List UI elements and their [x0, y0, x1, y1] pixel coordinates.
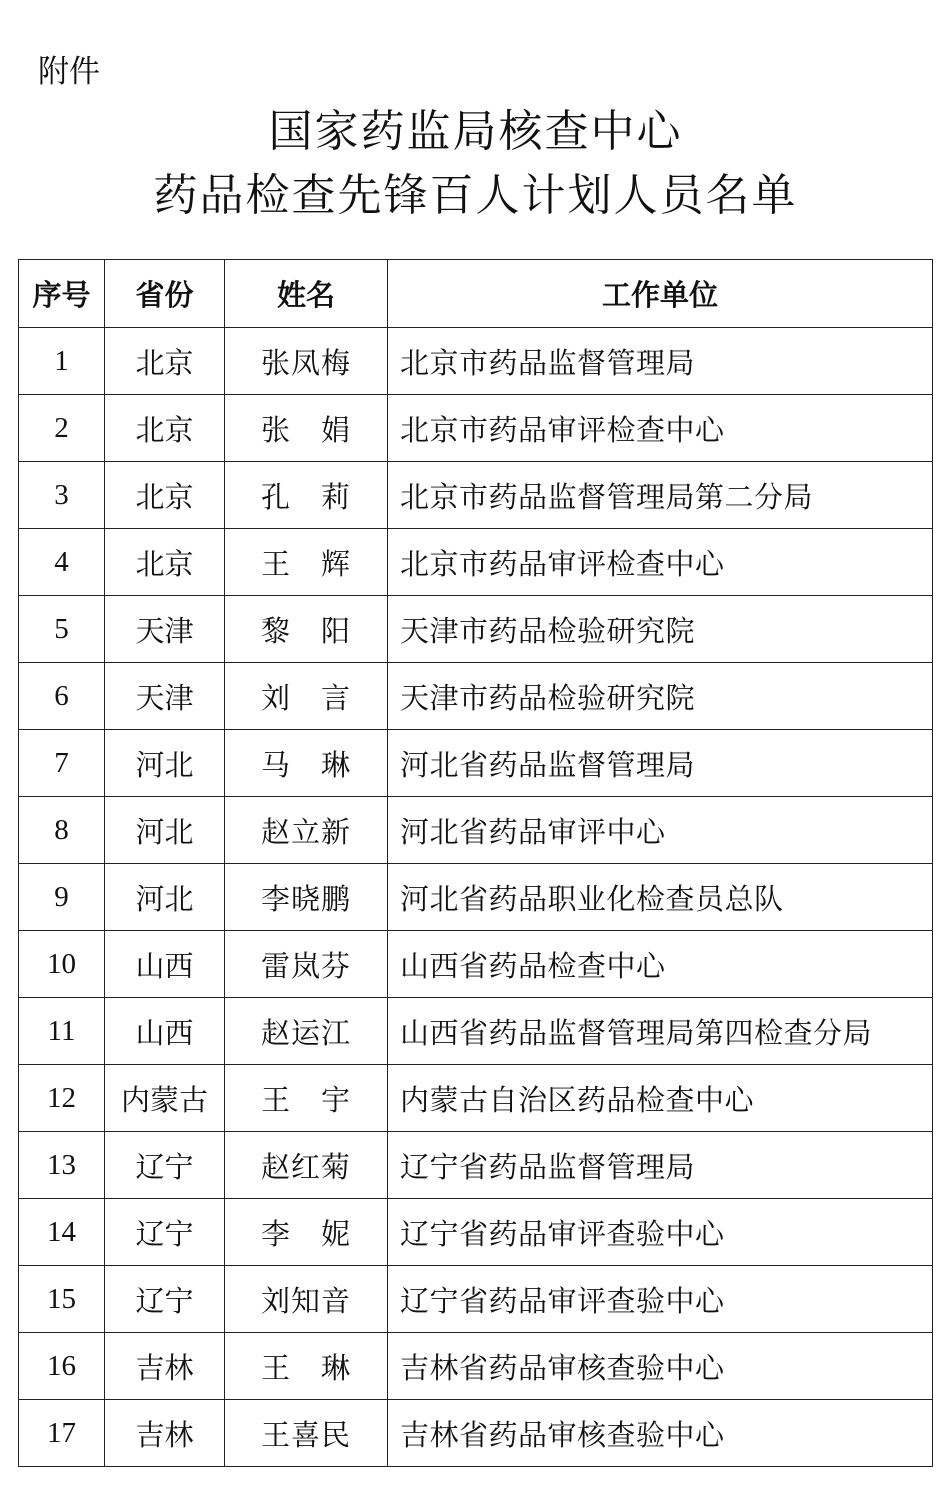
work-unit-cell: 天津市药品检验研究院	[388, 663, 933, 730]
name-cell: 王 琳	[225, 1333, 388, 1400]
serial-number-cell: 4	[19, 529, 105, 596]
province-cell: 北京	[105, 328, 225, 395]
table-row	[19, 1132, 933, 1199]
name-cell: 刘知音	[225, 1266, 388, 1333]
serial-number-cell: 14	[19, 1199, 105, 1266]
name-cell: 王 辉	[225, 529, 388, 596]
province-cell: 内蒙古	[105, 1065, 225, 1132]
work-unit-cell: 辽宁省药品审评查验中心	[388, 1266, 933, 1333]
table-row	[19, 730, 933, 797]
province-cell: 河北	[105, 864, 225, 931]
name-cell: 马 琳	[225, 730, 388, 797]
province-cell: 辽宁	[105, 1199, 225, 1266]
name-cell: 李晓鹏	[225, 864, 388, 931]
table-row	[19, 328, 933, 395]
table-row	[19, 1400, 933, 1467]
name-cell: 张 娟	[225, 395, 388, 462]
serial-number-cell: 15	[19, 1266, 105, 1333]
work-unit-cell: 河北省药品职业化检查员总队	[388, 864, 933, 931]
serial-number-cell: 10	[19, 931, 105, 998]
work-unit-cell: 北京市药品监督管理局第二分局	[388, 462, 933, 529]
table-row	[19, 797, 933, 864]
name-cell: 赵立新	[225, 797, 388, 864]
serial-number-cell: 16	[19, 1333, 105, 1400]
personnel-roster-table	[18, 259, 933, 1467]
header-serial-number: 序号	[19, 260, 105, 328]
table-row	[19, 395, 933, 462]
attachment-label: 附件	[38, 54, 100, 90]
name-cell: 黎 阳	[225, 596, 388, 663]
name-cell: 雷岚芬	[225, 931, 388, 998]
header-name: 姓名	[225, 260, 388, 328]
province-cell: 辽宁	[105, 1132, 225, 1199]
province-cell: 北京	[105, 462, 225, 529]
table-row	[19, 864, 933, 931]
work-unit-cell: 北京市药品审评检查中心	[388, 529, 933, 596]
table-row	[19, 1266, 933, 1333]
header-province: 省份	[105, 260, 225, 328]
work-unit-cell: 河北省药品监督管理局	[388, 730, 933, 797]
table-row	[19, 931, 933, 998]
table-row	[19, 1199, 933, 1266]
province-cell: 河北	[105, 797, 225, 864]
province-cell: 河北	[105, 730, 225, 797]
work-unit-cell: 天津市药品检验研究院	[388, 596, 933, 663]
table-row	[19, 529, 933, 596]
serial-number-cell: 8	[19, 797, 105, 864]
serial-number-cell: 17	[19, 1400, 105, 1467]
table-row	[19, 1333, 933, 1400]
work-unit-cell: 山西省药品检查中心	[388, 931, 933, 998]
document-title-line-1: 国家药监局核查中心	[268, 106, 683, 157]
serial-number-cell: 3	[19, 462, 105, 529]
table-row	[19, 596, 933, 663]
work-unit-cell: 吉林省药品审核查验中心	[388, 1333, 933, 1400]
serial-number-cell: 5	[19, 596, 105, 663]
serial-number-cell: 11	[19, 998, 105, 1065]
serial-number-cell: 12	[19, 1065, 105, 1132]
serial-number-cell: 1	[19, 328, 105, 395]
name-cell: 赵红菊	[225, 1132, 388, 1199]
province-cell: 北京	[105, 395, 225, 462]
header-work-unit: 工作单位	[388, 260, 933, 328]
table-row	[19, 1065, 933, 1132]
name-cell: 赵运江	[225, 998, 388, 1065]
province-cell: 天津	[105, 663, 225, 730]
name-cell: 李 妮	[225, 1199, 388, 1266]
province-cell: 辽宁	[105, 1266, 225, 1333]
serial-number-cell: 13	[19, 1132, 105, 1199]
document-title-line-2: 药品检查先锋百人计划人员名单	[153, 170, 798, 221]
table-body	[19, 328, 933, 1467]
name-cell: 王喜民	[225, 1400, 388, 1467]
serial-number-cell: 2	[19, 395, 105, 462]
table-row	[19, 663, 933, 730]
table-row	[19, 998, 933, 1065]
work-unit-cell: 辽宁省药品审评查验中心	[388, 1199, 933, 1266]
province-cell: 北京	[105, 529, 225, 596]
work-unit-cell: 内蒙古自治区药品检查中心	[388, 1065, 933, 1132]
province-cell: 山西	[105, 998, 225, 1065]
province-cell: 吉林	[105, 1400, 225, 1467]
work-unit-cell: 辽宁省药品监督管理局	[388, 1132, 933, 1199]
name-cell: 刘 言	[225, 663, 388, 730]
province-cell: 吉林	[105, 1333, 225, 1400]
serial-number-cell: 6	[19, 663, 105, 730]
province-cell: 山西	[105, 931, 225, 998]
table-row	[19, 462, 933, 529]
work-unit-cell: 山西省药品监督管理局第四检查分局	[388, 998, 933, 1065]
work-unit-cell: 北京市药品审评检查中心	[388, 395, 933, 462]
province-cell: 天津	[105, 596, 225, 663]
name-cell: 张凤梅	[225, 328, 388, 395]
table-header-row	[19, 260, 933, 328]
serial-number-cell: 9	[19, 864, 105, 931]
work-unit-cell: 吉林省药品审核查验中心	[388, 1400, 933, 1467]
work-unit-cell: 河北省药品审评中心	[388, 797, 933, 864]
name-cell: 孔 莉	[225, 462, 388, 529]
serial-number-cell: 7	[19, 730, 105, 797]
work-unit-cell: 北京市药品监督管理局	[388, 328, 933, 395]
name-cell: 王 宇	[225, 1065, 388, 1132]
